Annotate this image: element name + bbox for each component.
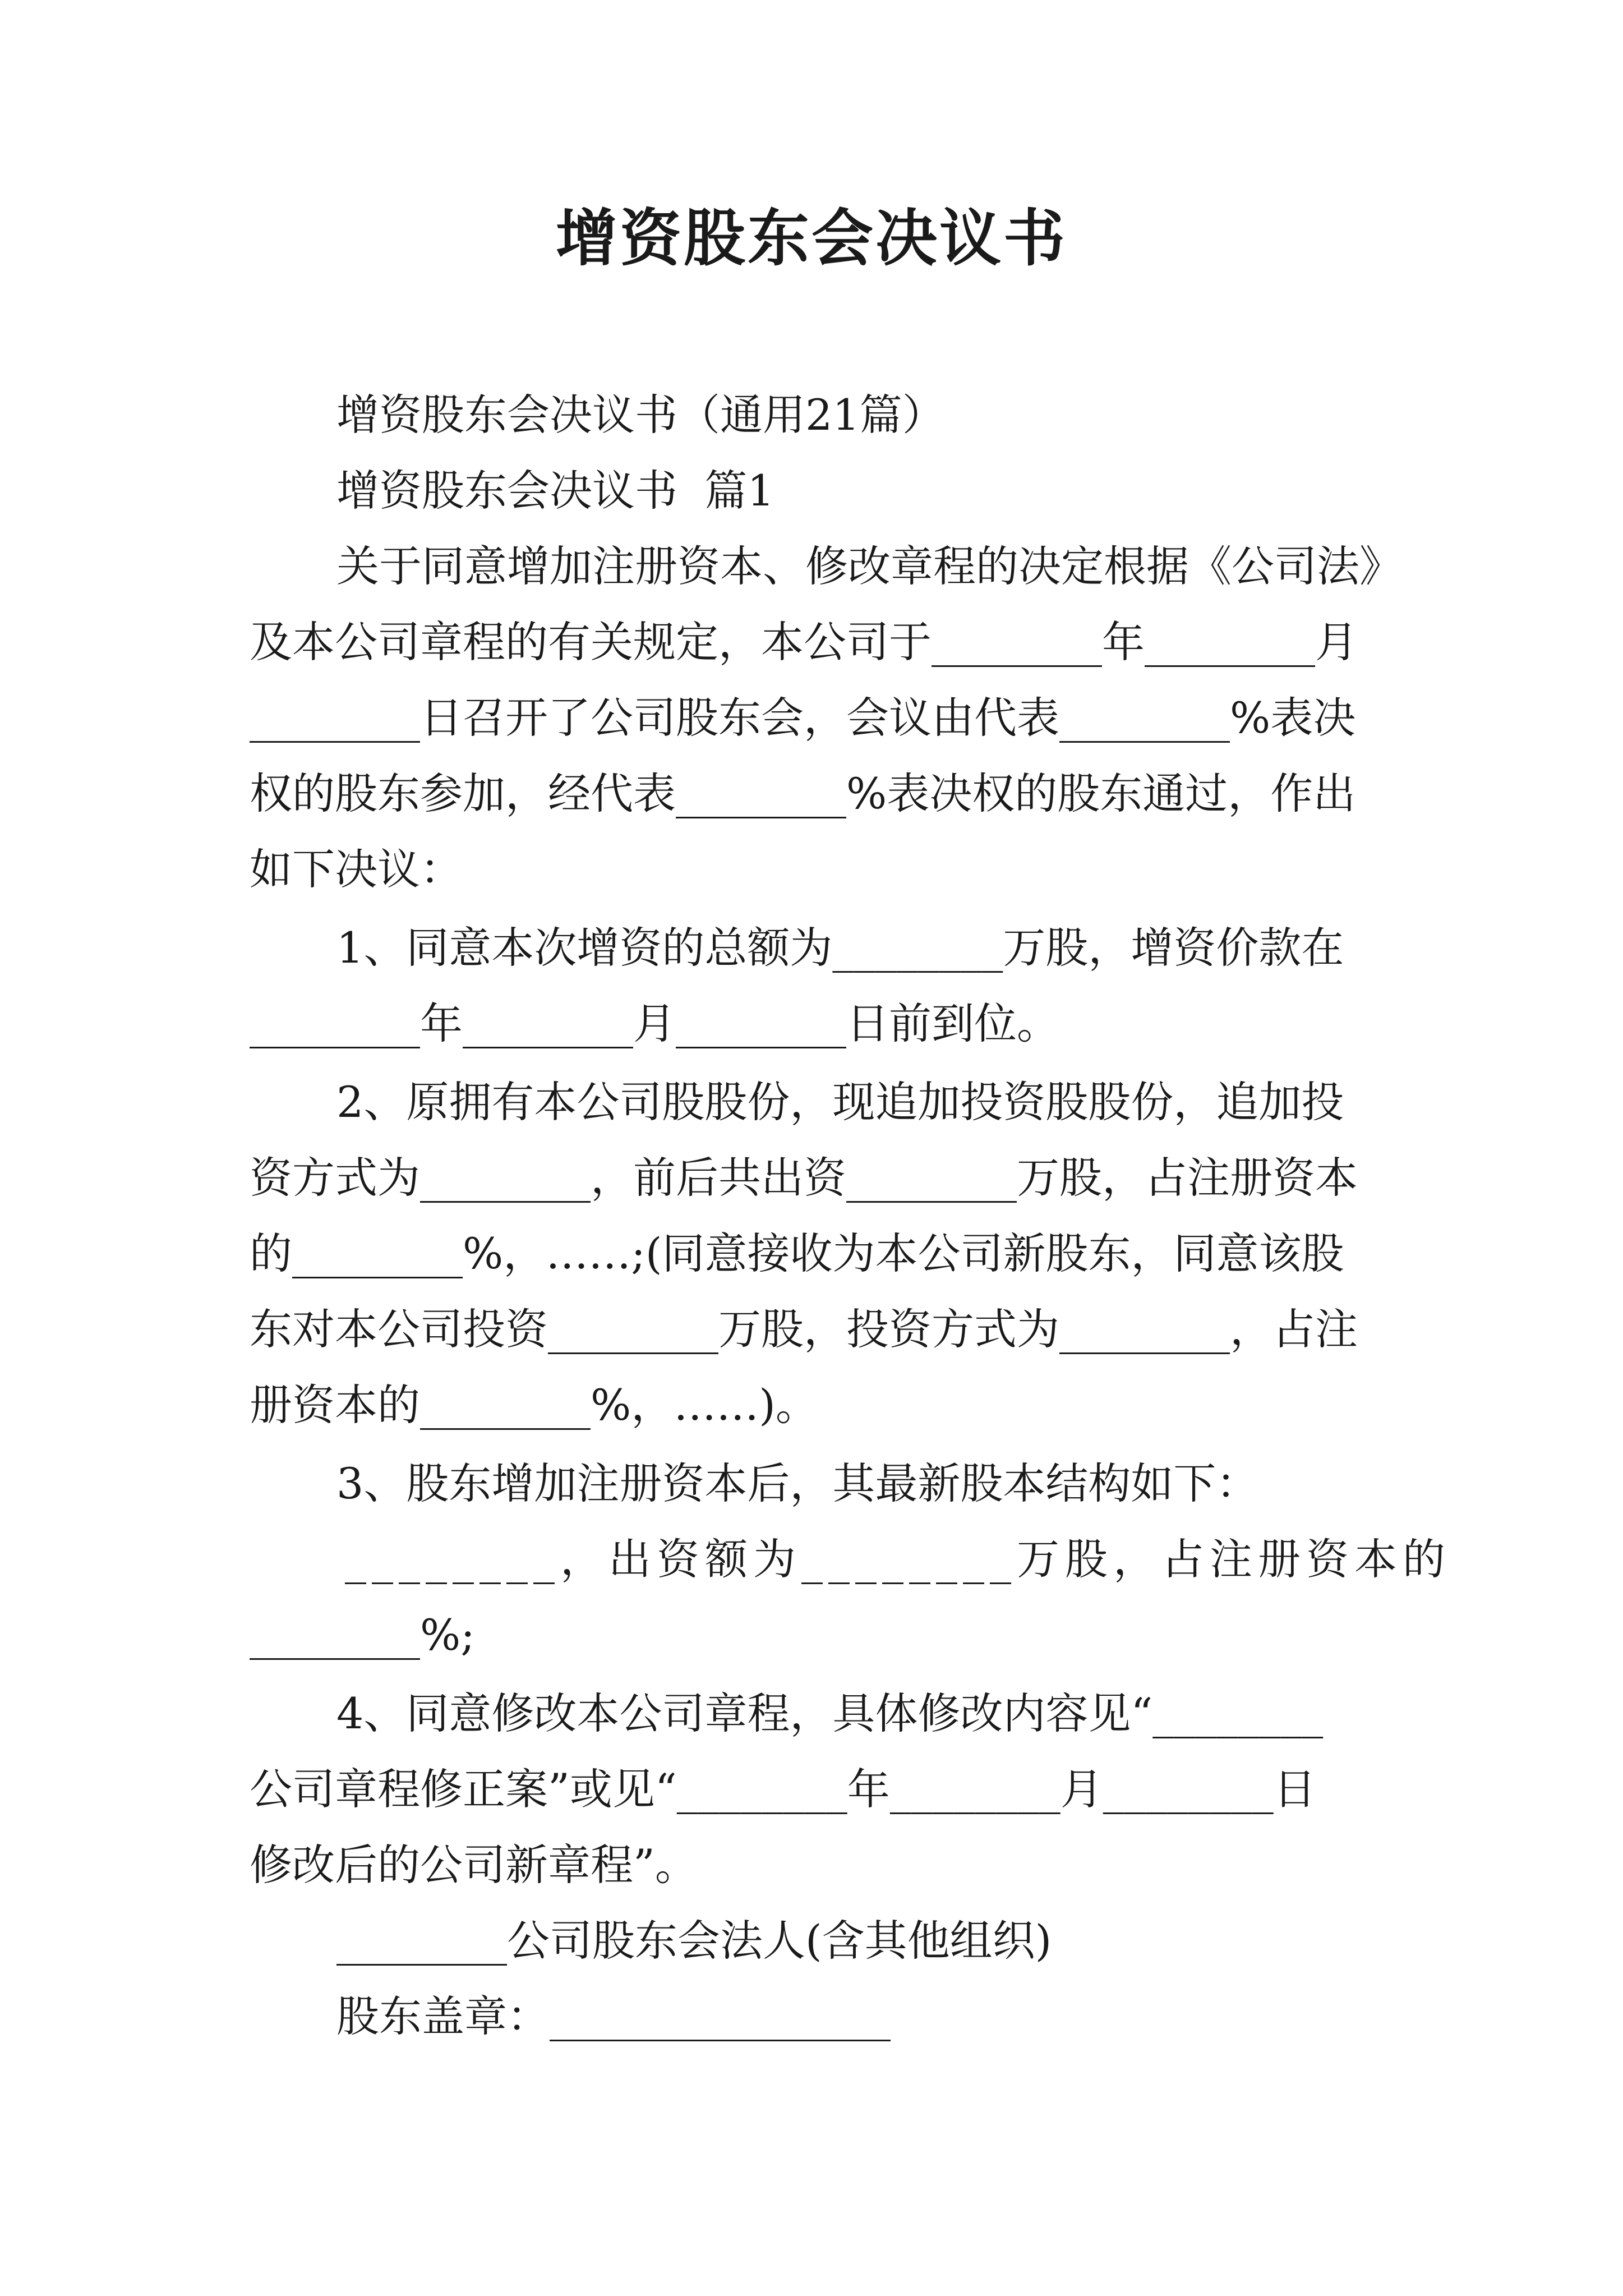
- line-16: ________，出资额为________万股，占注册资本的: [345, 1534, 1451, 1584]
- line-11: 资方式为________，前后共出资________万股，占注册资本: [250, 1153, 1358, 1203]
- line-14: 册资本的________%，……)。: [250, 1380, 818, 1430]
- document-title: 增资股东会决议书: [556, 202, 1067, 274]
- line-6: 权的股东参加，经代表________%表决权的股东通过，作出: [250, 769, 1356, 818]
- line-22: 股东盖章：________________: [336, 1991, 891, 2041]
- line-8: 1、同意本次增资的总额为________万股，增资价款在: [336, 923, 1344, 973]
- line-7: 如下决议：: [250, 844, 463, 894]
- line-5: ________日召开了公司股东会，会议由代表________%表决: [250, 693, 1356, 743]
- line-13: 东对本公司投资________万股，投资方式为________，占注: [250, 1304, 1358, 1354]
- line-12: 的________%，……;(同意接收为本公司新股东，同意该股: [250, 1228, 1344, 1278]
- line-9: ________年________月________日前到位。: [250, 999, 1059, 1048]
- line-2: 增资股东会决议书 篇1: [336, 466, 774, 516]
- line-21: ________公司股东会法人(含其他组织): [336, 1916, 1052, 1966]
- line-18: 4、同意修改本公司章程，具体修改内容见“________: [336, 1688, 1324, 1738]
- line-3: 关于同意增加注册资本、修改章程的决定根据《公司法》: [336, 541, 1402, 591]
- line-20: 修改后的公司新章程”。: [250, 1840, 698, 1890]
- line-4: 及本公司章程的有关规定，本公司于________年________月: [250, 617, 1358, 667]
- line-15: 3、股东增加注册资本后，其最新股本结构如下：: [336, 1458, 1259, 1508]
- line-1: 增资股东会决议书（通用21篇）: [336, 390, 945, 440]
- line-10: 2、原拥有本公司股股份，现追加投资股股份，追加投: [336, 1077, 1344, 1127]
- line-17: ________%;: [250, 1610, 475, 1660]
- line-19: 公司章程修正案”或见“________年________月________日: [250, 1764, 1316, 1814]
